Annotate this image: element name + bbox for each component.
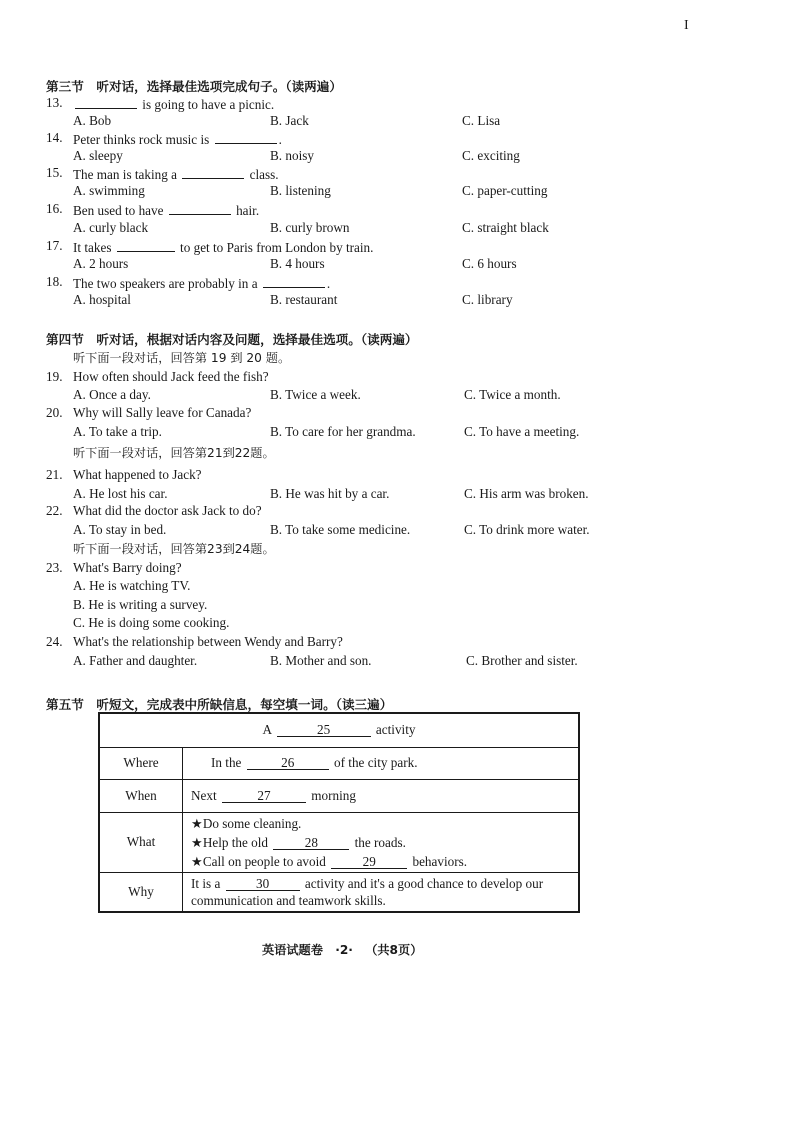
what-line-3: ★Call on people to avoid 29 behaviors. — [191, 853, 468, 869]
footer-subject: 英语试题卷 — [262, 943, 323, 957]
option-a[interactable]: A. 2 hours — [73, 256, 129, 271]
question-number: 19. — [46, 369, 63, 384]
option-b[interactable]: B. restaurant — [270, 292, 338, 307]
page-footer — [262, 941, 422, 958]
option-c[interactable]: C. exciting — [462, 148, 520, 163]
dialogue-intro: 听下面一段对话，回答第 19 到 20 题。 — [73, 351, 291, 365]
question-stem: The two speakers are probably in a . — [73, 276, 331, 291]
option-a[interactable]: A. He is watching TV. — [73, 578, 191, 593]
option-a[interactable]: A. sleepy — [73, 148, 123, 163]
question-stem: What happened to Jack? — [73, 467, 202, 482]
section4-title: 第四节 听对话，根据对话内容及问题，选择最佳选项。（读两遍） — [46, 332, 418, 347]
table-row-what — [99, 812, 579, 872]
table-header-cell: A 25 activity — [99, 713, 579, 747]
option-a[interactable]: A. hospital — [73, 292, 131, 307]
answer-blank[interactable] — [263, 274, 325, 288]
dialogue-intro: 听下面一段对话，回答第21到22题。 — [73, 446, 275, 460]
question-stem: The man is taking a class. — [73, 167, 279, 182]
option-a[interactable]: A. curly black — [73, 220, 149, 235]
answer-blank[interactable] — [169, 201, 231, 215]
option-c[interactable]: C. His arm was broken. — [464, 486, 589, 501]
option-a[interactable]: A. To stay in bed. — [73, 522, 167, 537]
row-label: Why — [99, 872, 183, 912]
why-line-1: It is a 30 activity and it's a good chance to develop our — [191, 875, 544, 891]
option-b[interactable]: B. listening — [270, 183, 331, 198]
option-b[interactable]: B. He is writing a survey. — [73, 597, 208, 612]
question-number: 22. — [46, 503, 63, 518]
table-row-where — [99, 747, 579, 779]
section5-title: 第五节 听短文，完成表中所缺信息，每空填一词。（读三遍） — [46, 697, 393, 712]
option-b[interactable]: B. To take some medicine. — [270, 522, 411, 537]
question-stem: What's the relationship between Wendy and Barry? — [73, 634, 343, 649]
option-b[interactable]: B. Mother and son. — [270, 653, 372, 668]
row-value — [183, 812, 580, 872]
answer-blank[interactable] — [75, 95, 137, 109]
what-line-2: ★Help the old 28 the roads. — [191, 834, 406, 850]
footer-total-pages: （共8页） — [365, 943, 423, 957]
option-c[interactable]: C. To have a meeting. — [464, 424, 580, 439]
row-value: Next 27 morning — [183, 779, 580, 812]
answer-blank-30[interactable]: 30 — [226, 877, 300, 891]
question-number: 23. — [46, 560, 63, 575]
option-a[interactable]: A. To take a trip. — [73, 424, 162, 439]
option-c[interactable]: C. straight black — [462, 220, 549, 235]
question-stem: How often should Jack feed the fish? — [73, 369, 269, 384]
option-b[interactable]: B. To care for her grandma. — [270, 424, 416, 439]
option-a[interactable]: A. swimming — [73, 183, 145, 198]
table-header-row — [99, 713, 579, 747]
row-label: What — [99, 812, 183, 872]
question-number: 20. — [46, 405, 63, 420]
question-stem: It takes to get to Paris from London by train. — [73, 240, 374, 255]
what-line-1: ★Do some cleaning. — [191, 815, 302, 831]
option-a[interactable]: A. He lost his car. — [73, 486, 168, 501]
question-number: 16. — [46, 201, 63, 216]
option-b[interactable]: B. Jack — [270, 113, 309, 128]
info-table — [98, 712, 580, 913]
option-c[interactable]: C. To drink more water. — [464, 522, 590, 537]
question-number: 18. — [46, 274, 63, 289]
option-b[interactable]: B. He was hit by a car. — [270, 486, 390, 501]
question-stem: What's Barry doing? — [73, 560, 182, 575]
option-a[interactable]: A. Once a day. — [73, 387, 151, 402]
answer-blank-26[interactable]: 26 — [247, 756, 329, 770]
option-a[interactable]: A. Bob — [73, 113, 112, 128]
question-stem: What did the doctor ask Jack to do? — [73, 503, 262, 518]
option-c[interactable]: C. paper-cutting — [462, 183, 548, 198]
option-b[interactable]: B. curly brown — [270, 220, 350, 235]
question-stem: Ben used to have hair. — [73, 203, 260, 218]
question-number: 13. — [46, 95, 63, 110]
option-b[interactable]: B. 4 hours — [270, 256, 325, 271]
question-number: 24. — [46, 634, 63, 649]
question-number: 21. — [46, 467, 63, 482]
table-row-when — [99, 779, 579, 812]
option-b[interactable]: B. Twice a week. — [270, 387, 361, 402]
dialogue-intro: 听下面一段对话，回答第23到24题。 — [73, 542, 275, 556]
why-line-2: communication and teamwork skills. — [191, 892, 386, 908]
answer-blank-29[interactable]: 29 — [331, 855, 407, 869]
answer-blank[interactable] — [215, 130, 277, 144]
question-stem: Peter thinks rock music is . — [73, 132, 282, 147]
corner-mark: I — [684, 18, 689, 33]
table-row-why — [99, 872, 579, 912]
option-c[interactable]: C. Twice a month. — [464, 387, 561, 402]
question-number: 15. — [46, 165, 63, 180]
answer-blank[interactable] — [182, 165, 244, 179]
row-value: In the 26 of the city park. — [183, 747, 580, 779]
question-number: 17. — [46, 238, 63, 253]
answer-blank-28[interactable]: 28 — [273, 836, 349, 850]
row-label: Where — [99, 747, 183, 779]
answer-blank-25[interactable]: 25 — [277, 723, 371, 737]
option-c[interactable]: C. library — [462, 292, 513, 307]
question-number: 14. — [46, 130, 63, 145]
answer-blank[interactable] — [117, 238, 175, 252]
option-c[interactable]: C. 6 hours — [462, 256, 517, 271]
row-label: When — [99, 779, 183, 812]
answer-blank-27[interactable]: 27 — [222, 789, 306, 803]
section3-title: 第三节 听对话，选择最佳选项完成句子。（读两遍） — [46, 79, 342, 94]
row-value — [183, 872, 580, 912]
question-stem: is going to have a picnic. — [73, 95, 274, 113]
option-a[interactable]: A. Father and daughter. — [73, 653, 198, 668]
question-stem: Why will Sally leave for Canada? — [73, 405, 252, 420]
option-c[interactable]: C. He is doing some cooking. — [73, 615, 230, 630]
footer-page-number: ·2· — [335, 943, 353, 957]
option-c[interactable]: C. Lisa — [462, 113, 501, 128]
option-b[interactable]: B. noisy — [270, 148, 314, 163]
option-c[interactable]: C. Brother and sister. — [466, 653, 578, 668]
